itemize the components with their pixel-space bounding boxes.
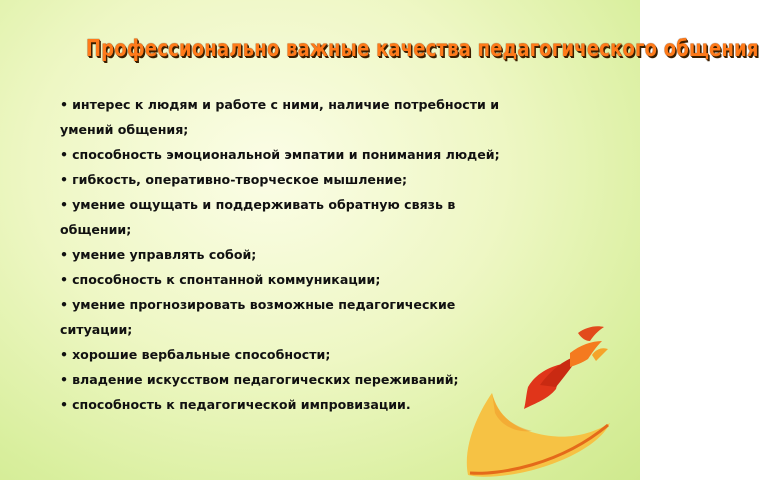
bullet: • xyxy=(60,172,69,187)
list-item-text: умение управлять собой; xyxy=(72,247,257,262)
bullet: • xyxy=(60,147,69,162)
list-item-text: интерес к людям и работе с ними, наличие потребности и xyxy=(72,97,500,112)
list-item-text-continued: умений общения; xyxy=(60,122,189,137)
list-item-text: владение искусством педагогических переживаний; xyxy=(72,372,459,387)
list-item xyxy=(60,242,580,267)
list-item-text: способность к педагогической импровизации. xyxy=(72,397,411,412)
list-item xyxy=(60,192,580,242)
bullet: • xyxy=(60,297,69,312)
bird-tiny-icon xyxy=(578,326,604,341)
bullet: • xyxy=(60,347,69,362)
list-item-text: умение прогнозировать возможные педагогические xyxy=(72,297,456,312)
list-item xyxy=(60,167,580,192)
qualities-list xyxy=(60,92,580,417)
bullet: • xyxy=(60,397,69,412)
bullet: • xyxy=(60,247,69,262)
list-item xyxy=(60,142,580,167)
list-item-text: способность эмоциональной эмпатии и понимания людей; xyxy=(72,147,500,162)
list-item-text: умение ощущать и поддерживать обратную связь в xyxy=(72,197,456,212)
bullet: • xyxy=(60,272,69,287)
list-item xyxy=(60,267,580,292)
bullet: • xyxy=(60,197,69,212)
list-item xyxy=(60,367,580,392)
list-item-text: хорошие вербальные способности; xyxy=(72,347,331,362)
bullet: • xyxy=(60,97,69,112)
list-item-text: гибкость, оперативно-творческое мышление; xyxy=(72,172,408,187)
list-item xyxy=(60,392,580,417)
list-item-text-continued: ситуации; xyxy=(60,322,133,337)
bullet: • xyxy=(60,372,69,387)
list-item-text-continued: общении; xyxy=(60,222,132,237)
bird-tiny-2-icon xyxy=(592,348,608,361)
list-item xyxy=(60,292,580,342)
slide-title: Профессионально важные качества педагогического общения xyxy=(86,36,759,62)
list-item-text: способность к спонтанной коммуникации; xyxy=(72,272,381,287)
list-item xyxy=(60,342,580,367)
list-item xyxy=(60,92,580,142)
